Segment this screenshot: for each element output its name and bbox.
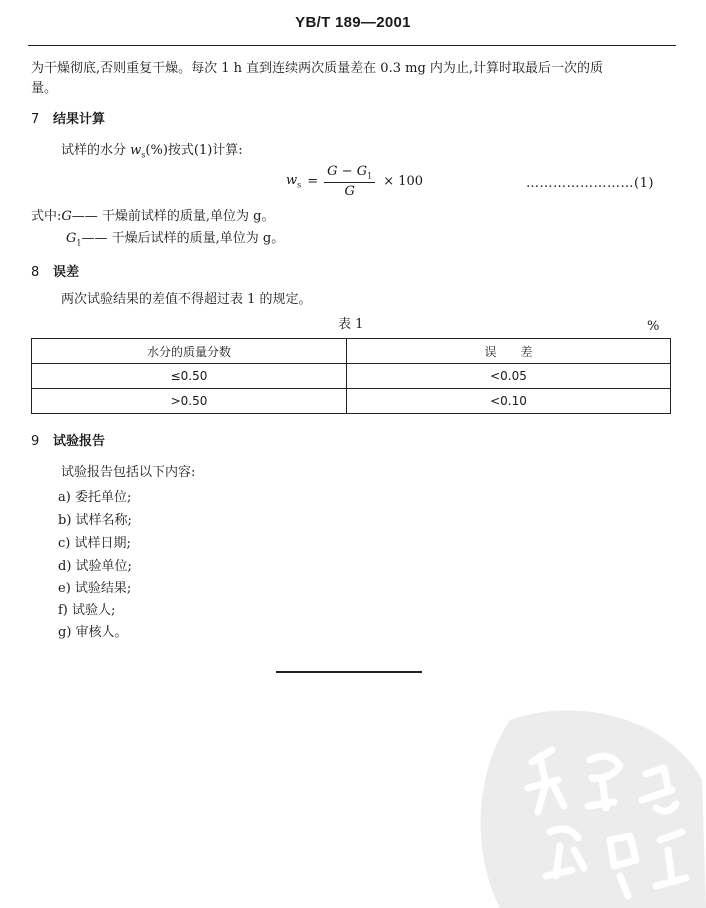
list-item: g) 审核人。	[58, 625, 128, 640]
formula-equals: =	[307, 173, 319, 189]
section-7-title: 结果计算	[53, 112, 106, 127]
section-9-text: 试验报告包括以下内容:	[61, 465, 196, 480]
list-item: a) 委托单位;	[58, 490, 132, 505]
table-cell: ≤0.50	[32, 364, 347, 389]
section-7-number: 7	[31, 112, 40, 127]
section-8-title: 误差	[53, 265, 80, 280]
table-row	[32, 389, 671, 414]
section-7-heading	[31, 108, 105, 127]
variable-symbol-sub: 1	[76, 238, 82, 248]
formula-multiplier: × 100	[383, 173, 424, 189]
page-header-title: YB/T 189—2001	[295, 14, 411, 31]
table-cell: <0.05	[347, 364, 671, 389]
section-8-number: 8	[31, 265, 40, 280]
moisture-formula	[286, 164, 423, 199]
section-7-text-prefix: 试样的水分	[61, 143, 131, 158]
variable-line-g	[31, 205, 275, 224]
table-row	[32, 364, 671, 389]
equation-number: ……………………(1)	[526, 176, 654, 191]
section-9-number: 9	[31, 434, 40, 449]
section-8-heading	[31, 261, 79, 280]
variable-desc: —— 干燥后试样的质量,单位为 g。	[81, 231, 285, 246]
formula-denominator: G	[344, 183, 355, 199]
formula-lhs: $w_s$	[286, 173, 302, 190]
section-9-heading	[31, 430, 105, 449]
section-7-text-suffix: (%)按式(1)计算:	[145, 143, 243, 158]
list-item: f) 试验人;	[58, 603, 116, 618]
section-8-text: 两次试验结果的差值不得超过表 1 的规定。	[61, 292, 312, 307]
list-item: c) 试样日期;	[58, 536, 131, 551]
list-item: e) 试验结果;	[58, 581, 132, 596]
end-of-document-rule	[276, 671, 422, 673]
formula-fraction	[324, 164, 375, 199]
intro-line-1: 为干燥彻底,否则重复干燥。每次 1 h 直到连续两次质量差在 0.3 mg 内为止,计算时取最后一次的质	[31, 61, 604, 76]
where-prefix: 式中:	[31, 209, 62, 224]
table-caption: 表 1	[338, 317, 364, 332]
variable-desc: —— 干燥前试样的质量,单位为 g。	[71, 209, 275, 224]
section-7-symbol: w	[130, 143, 142, 158]
intro-line-2: 量。	[31, 81, 58, 96]
table-unit: %	[647, 319, 660, 334]
error-table	[31, 338, 671, 414]
variable-symbol: G	[61, 209, 72, 224]
table-header-cell: 水分的质量分数	[32, 339, 347, 364]
seal-watermark-icon	[470, 700, 706, 908]
table-header-cell: 误 差	[347, 339, 671, 364]
table-cell: >0.50	[32, 389, 347, 414]
list-item: d) 试验单位;	[58, 559, 132, 574]
table-cell: <0.10	[347, 389, 671, 414]
section-7-text	[61, 141, 243, 166]
list-item: b) 试样名称;	[58, 513, 132, 528]
section-7-symbol-sub: s	[141, 150, 146, 160]
variable-line-g1	[66, 227, 284, 248]
variable-symbol: G	[66, 231, 77, 246]
section-9-title: 试验报告	[53, 434, 106, 449]
header-rule	[28, 45, 676, 46]
formula-numerator: $G - G_1$	[327, 164, 373, 181]
